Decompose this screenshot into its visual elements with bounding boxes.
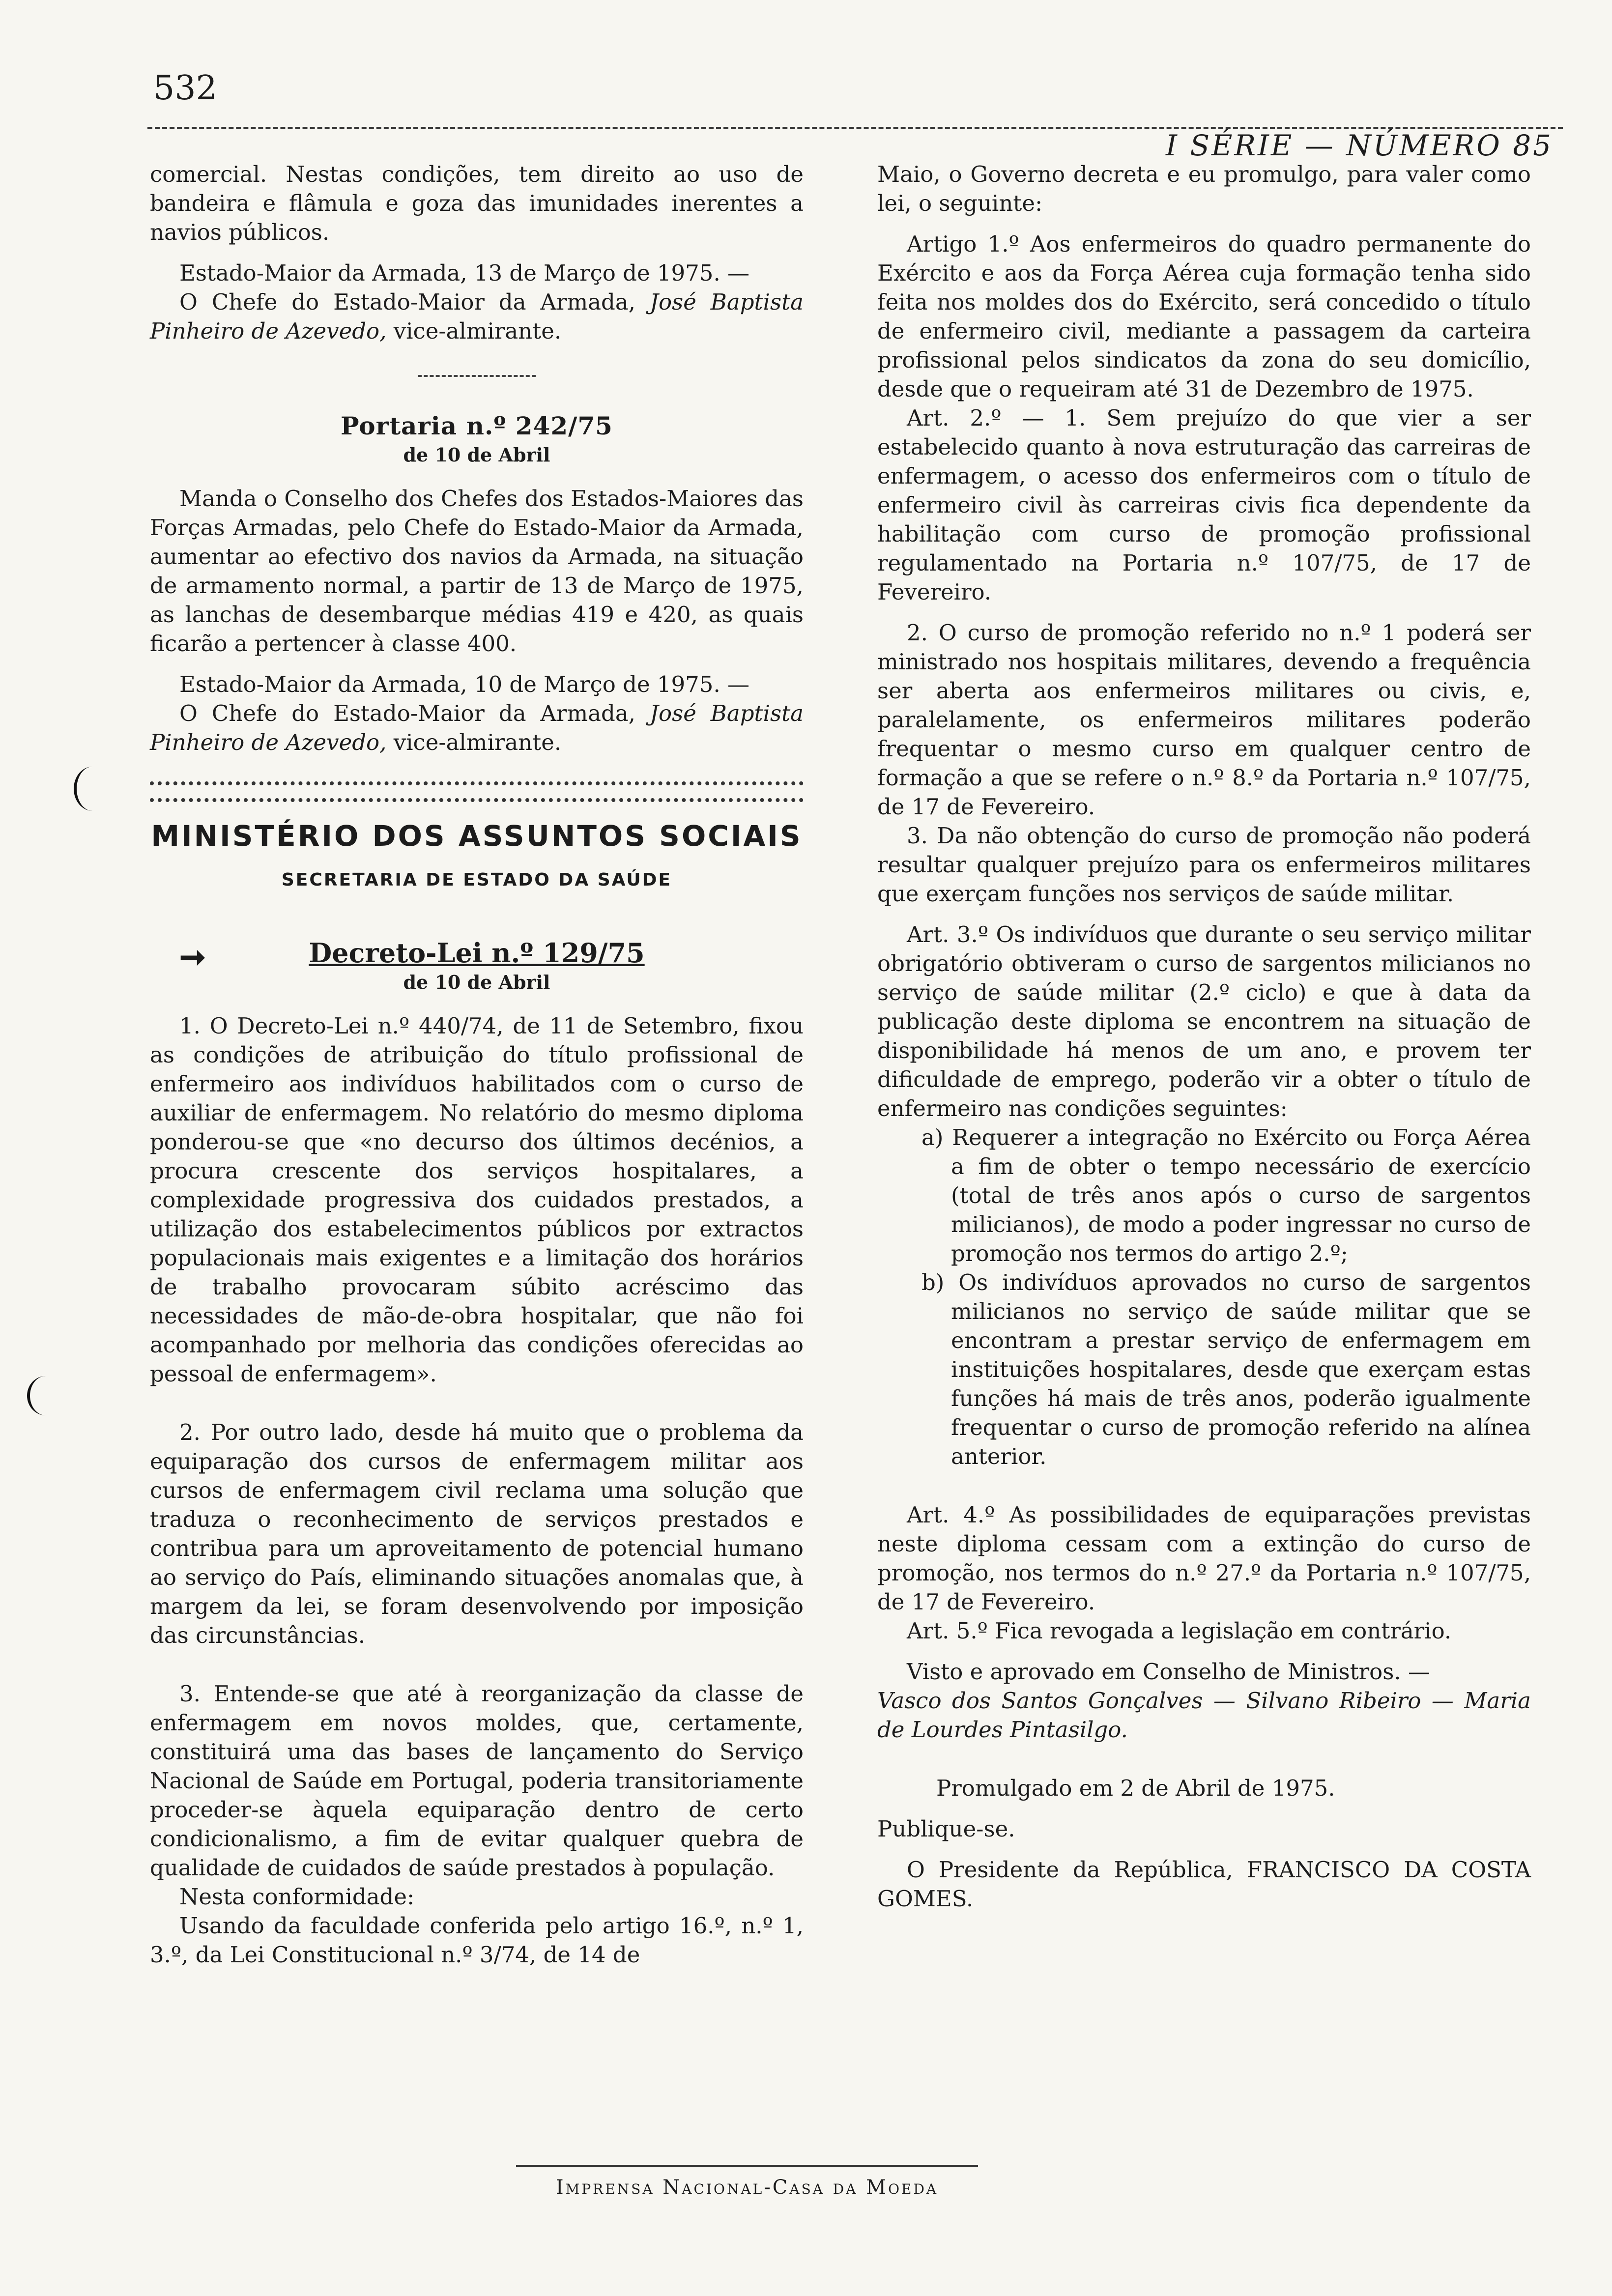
president-signature: O Presidente da República, FRANCISCO DA COSTA GOMES. bbox=[877, 1857, 1531, 1912]
article-1: Artigo 1.º Aos enfermeiros do quadro permanente do Exército e aos da Força Aérea cuja formação tenha sido feita nos moldes dos do Exército, será concedido o título de enfermeiro civil, mediante a passagem da carteira profissional pelos sindicatos da zona do seu domicílio, desde que o requeiram até 31 de Dezembro de 1975. bbox=[877, 231, 1531, 402]
minister-names: Vasco dos Santos Gonçalves — Silvano Ribeiro — Maria de Lourdes Pintasilgo. bbox=[877, 1688, 1531, 1743]
portaria-title: Portaria n.º 242/75 bbox=[341, 411, 613, 440]
signature-place-date: Estado-Maior da Armada, 13 de Março de 1975. — bbox=[179, 260, 750, 286]
article-2-1: Art. 2.º — 1. Sem prejuízo do que vier a ser estabelecido quanto à nova estruturação das carreiras de enfermagem, o acesso dos enfermeiros com o título de enfermeiro civil às carreiras civis fica dependente da habilitação com curso de promoção profissional regulamentado na Portaria n.º 107/75, de 17 de Fevereiro. bbox=[877, 405, 1531, 605]
ministry-heading: MINISTÉRIO DOS ASSUNTOS SOCIAIS bbox=[151, 819, 803, 853]
article-4: Art. 4.º As possibilidades de equiparações previstas neste diploma cessam com a extinção do curso de promoção, nos termos do n.º 27.º da Portaria n.º 107/75, de 17 de Fevereiro. bbox=[877, 1502, 1531, 1615]
article-3-item-a: a) Requerer a integração no Exército ou Força Aérea a fim de obter o tempo necessário de exercício (total de três anos após o curso de sargentos milicianos), de modo a poder ingressar no curso de promoção nos termos do artigo 2.º; bbox=[921, 1124, 1531, 1266]
arrow-right-icon: ➞ bbox=[179, 939, 206, 976]
portaria-date: de 10 de Abril bbox=[403, 444, 550, 466]
portaria-body: Manda o Conselho dos Chefes dos Estados-Maiores das Forças Armadas, pelo Chefe do Estado-Maior da Armada, aumentar ao efectivo dos navios da Armada, na situação de armamento normal, a partir de 13 de Março de 1975, as lanchas de desembarque médias 419 e 420, as quais ficarão a pertencer à classe 400. bbox=[150, 486, 804, 657]
secretaria-heading: SECRETARIA DE ESTADO DA SAÚDE bbox=[281, 870, 672, 890]
paragraph: 2. Por outro lado, desde há muito que o problema da equiparação dos cursos de enfermagem militar aos cursos de enfermagem civil reclama uma solução que traduza o reconhecimento de serviços prestados e contribua para um aproveitamento de potencial humano ao serviço do País, eliminando situações anomalas que, à margem da lei, se foram desenvolvendo por imposição das circunstâncias. bbox=[150, 1419, 804, 1648]
running-title: I SÉRIE — NÚMERO 85 bbox=[1165, 129, 1553, 162]
margin-mark bbox=[74, 767, 111, 811]
decree-title: ➞ Decreto-Lei n.º 129/75 bbox=[179, 937, 645, 976]
signature-place-date: Estado-Maior da Armada, 10 de Março de 1975. — bbox=[179, 671, 750, 697]
page-number: 532 bbox=[153, 69, 217, 108]
ornament-divider bbox=[150, 781, 804, 802]
article-2-2: 2. O curso de promoção referido no n.º 1 poderá ser ministrado nos hospitais militares, devendo a frequência ser aberta aos enfermeiros militares ou civis, e, paralelamente, os enfermeiros militares poderão frequentar o mesmo curso em qualquer centro de formação a que se refere o n.º 8.º da Portaria n.º 107/75, de 17 de Fevereiro. bbox=[877, 620, 1531, 820]
margin-mark bbox=[27, 1376, 64, 1415]
article-3-item-b: b) Os indivíduos aprovados no curso de sargentos milicianos no serviço de saúde militar que se encontram a prestar serviço de enfermagem em instituições hospitalares, desde que exerçam estas funções há mais de três anos, poderão igualmente frequentar o curso de promoção referido na alínea anterior. bbox=[921, 1269, 1531, 1469]
signature: O Chefe do Estado-Maior da Armada, José Baptista Pinheiro de Azevedo, vice-almirante. bbox=[150, 700, 804, 755]
publication-order: Publique-se. bbox=[877, 1816, 1015, 1842]
footer-rule bbox=[516, 2165, 978, 2167]
signature: O Chefe do Estado-Maior da Armada, José Baptista Pinheiro de Azevedo, vice-almirante. bbox=[150, 289, 804, 344]
decree-date: de 10 de Abril bbox=[403, 971, 550, 993]
paragraph: comercial. Nestas condições, tem direito ao uso de bandeira e flâmula e goza das imunidades inerentes a navios públicos. bbox=[150, 161, 804, 245]
paragraph: Nesta conformidade: bbox=[179, 1884, 415, 1910]
paragraph: 1. O Decreto-Lei n.º 440/74, de 11 de Setembro, fixou as condições de atribuição do título profissional de enfermeiro aos indivíduos habilitados com o curso de auxiliar de enfermagem. No relatório do mesmo diploma ponderou-se que «no decurso dos últimos decénios, a procura crescente dos serviços hospitalares, a complexidade progressiva dos cuidados prestados, a utilização dos estabelecimentos públicos por extractos populacionais mais exigentes e a limitação dos horários de trabalho provocaram súbito acréscimo das necessidades de mão-de-obra hospitalar, que não foi acompanhado por melhoria das condições oferecidas ao pessoal de enfermagem». bbox=[150, 1013, 804, 1387]
left-column bbox=[150, 160, 804, 1969]
promulgation: Promulgado em 2 de Abril de 1975. bbox=[936, 1775, 1335, 1801]
paragraph: 3. Entende-se que até à reorganização da classe de enfermagem em novos moldes, que, certamente, constituirá uma das bases de lançamento do Serviço Nacional de Saúde em Portugal, poderia transitoriamente proceder-se àquela equiparação dentro de certo condicionalismo, a fim de evitar qualquer quebra de qualidade de cuidados de saúde prestados à população. bbox=[150, 1681, 804, 1881]
imprint: Imprensa Nacional-Casa da Moeda bbox=[555, 2176, 939, 2199]
separator bbox=[418, 375, 536, 377]
article-3: Art. 3.º Os indivíduos que durante o seu serviço militar obrigatório obtiveram o curso de sargentos milicianos no serviço de saúde militar (2.º ciclo) e que à data da publicação deste diploma se encontrem na situação de disponibilidade há menos de um ano, e provem ter dificuldade de emprego, poderão vir a obter o título de enfermeiro nas condições seguintes: bbox=[877, 921, 1531, 1121]
right-column bbox=[877, 160, 1531, 1913]
article-5: Art. 5.º Fica revogada a legislação em contrário. bbox=[907, 1618, 1452, 1644]
article-2-3: 3. Da não obtenção do curso de promoção não poderá resultar qualquer prejuízo para os enfermeiros militares que exerçam funções nos serviços de saúde militar. bbox=[877, 823, 1531, 907]
paragraph: Usando da faculdade conferida pelo artigo 16.º, n.º 1, 3.º, da Lei Constitucional n.º 3/74, de 14 de bbox=[150, 1913, 804, 1968]
visto: Visto e aprovado em Conselho de Ministros. — bbox=[907, 1659, 1430, 1685]
paragraph: Maio, o Governo decreta e eu promulgo, para valer como lei, o seguinte: bbox=[877, 161, 1531, 216]
